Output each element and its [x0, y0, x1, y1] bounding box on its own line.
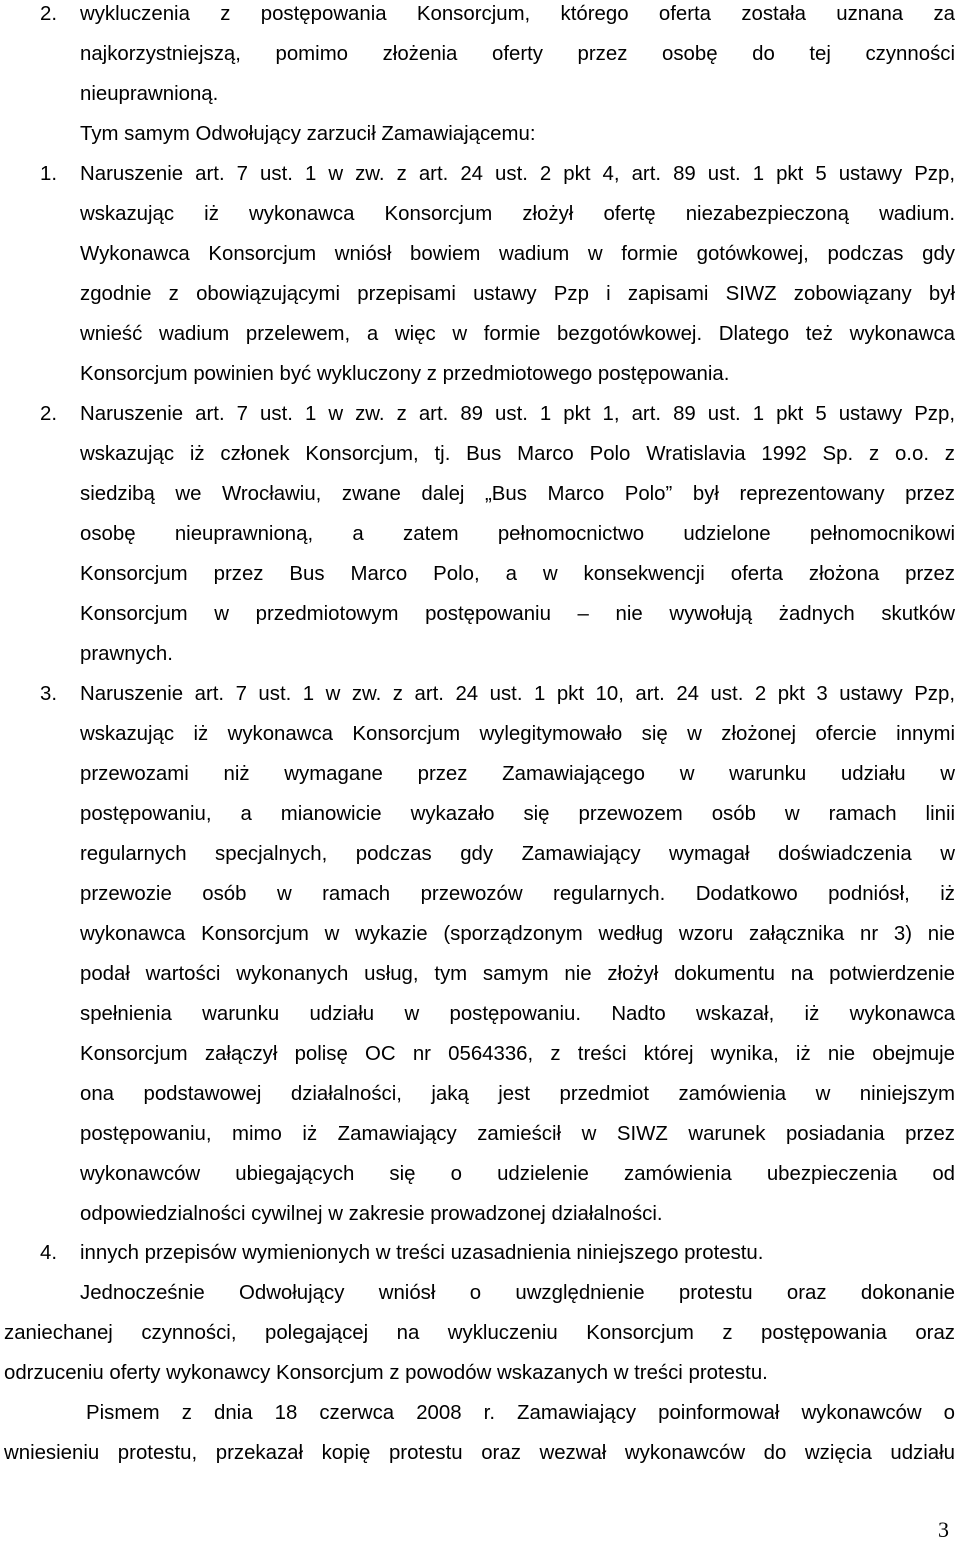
text-line: Konsorcjum przez Bus Marco Polo, a w konsekwencji oferta złożona przez [80, 563, 955, 585]
text-line: Naruszenie art. 7 ust. 1 w zw. z art. 24 ust. 1 pkt 10, art. 24 ust. 2 pkt 3 ustawy Pzp, [80, 683, 955, 705]
text-line: spełnienia warunku udziału w postępowaniu. Nadto wskazał, iż wykonawca [80, 1003, 955, 1025]
text-line: siedzibą we Wrocławiu, zwane dalej „Bus Marco Polo” był reprezentowany przez [80, 483, 955, 505]
paragraph-line: Jednocześnie Odwołujący wniósł o uwzględnienie protestu oraz dokonanie [80, 1282, 955, 1304]
text-line: osobę nieuprawnioną, a zatem pełnomocnictwo udzielone pełnomocnikowi [80, 523, 955, 545]
text-line: podał wartości wykonanych usług, tym samym nie złożył dokumentu na potwierdzenie [80, 963, 955, 985]
text-line: zgodnie z obowiązującymi przepisami ustawy Pzp i zapisami SIWZ zobowiązany był [80, 283, 955, 305]
text-line: regularnych specjalnych, podczas gdy Zamawiający wymagał doświadczenia w [80, 843, 955, 865]
text-line: nieuprawnioną. [80, 83, 219, 105]
paragraph-line: zaniechanej czynności, polegającej na wykluczeniu Konsorcjum z postępowania oraz [4, 1322, 955, 1344]
text-line: wykluczenia z postępowania Konsorcjum, którego oferta została uznana za [80, 3, 955, 25]
text-line: wnieść wadium przelewem, a więc w formie bezgotówkowej. Dlatego też wykonawca [80, 323, 955, 345]
text-line: postępowaniu, a mianowicie wykazało się przewozem osób w ramach linii [80, 803, 955, 825]
text-line: wykonawców ubiegających się o udzielenie zamówienia ubezpieczenia od [80, 1163, 955, 1185]
item-number: 3. [40, 683, 58, 705]
text-line: prawnych. [80, 643, 173, 665]
paragraph-line: odrzuceniu oferty wykonawcy Konsorcjum z powodów wskazanych w treści protestu. [4, 1362, 768, 1384]
text-line: odpowiedzialności cywilnej w zakresie prowadzonej działalności. [80, 1203, 663, 1225]
text-line: wskazując iż członek Konsorcjum, tj. Bus Marco Polo Wratislavia 1992 Sp. z o.o. z [80, 443, 955, 465]
text-line: Konsorcjum powinien być wykluczony z przedmiotowego postępowania. [80, 363, 730, 385]
text-line: wykonawca Konsorcjum w wykazie (sporządzonym według wzoru załącznika nr 3) nie [80, 923, 955, 945]
text-line: ona podstawowej działalności, jaką jest przedmiot zamówienia w niniejszym [80, 1083, 955, 1105]
text-line: przewozie osób w ramach przewozów regularnych. Dodatkowo podniósł, iż [80, 883, 955, 905]
paragraph-line: wniesieniu protestu, przekazał kopię protestu oraz wezwał wykonawców do wzięcia udziału [4, 1442, 955, 1464]
text-line: Wykonawca Konsorcjum wniósł bowiem wadium w formie gotówkowej, podczas gdy [80, 243, 955, 265]
text-line: Konsorcjum załączył polisę OC nr 0564336, z treści której wynika, iż nie obejmuje [80, 1043, 955, 1065]
text-line: innych przepisów wymienionych w treści uzasadnienia niniejszego protestu. [80, 1242, 764, 1264]
text-line: Naruszenie art. 7 ust. 1 w zw. z art. 24 ust. 2 pkt 4, art. 89 ust. 1 pkt 5 ustawy Pzp, [80, 163, 955, 185]
item-number: 2. [40, 403, 58, 425]
intro-line: Tym samym Odwołujący zarzucił Zamawiającemu: [80, 123, 536, 145]
page-number: 3 [938, 1517, 949, 1542]
text-line: wskazując iż wykonawca Konsorcjum wylegitymowało się w złożonej ofercie innymi [80, 723, 955, 745]
item-number: 1. [40, 163, 58, 185]
text-line: postępowaniu, mimo iż Zamawiający zamieścił w SIWZ warunek posiadania przez [80, 1123, 955, 1145]
text-line: wskazując iż wykonawca Konsorcjum złożył ofertę niezabezpieczoną wadium. [80, 203, 955, 225]
item-number: 4. [40, 1242, 58, 1264]
paragraph-line: Pismem z dnia 18 czerwca 2008 r. Zamawiający poinformował wykonawców o [86, 1402, 955, 1424]
text-line: Konsorcjum w przedmiotowym postępowaniu – nie wywołują żadnych skutków [80, 603, 955, 625]
item-number: 2. [40, 3, 58, 25]
text-line: najkorzystniejszą, pomimo złożenia oferty przez osobę do tej czynności [80, 43, 955, 65]
text-line: przewozami niż wymagane przez Zamawiającego w warunku udziału w [80, 763, 955, 785]
text-line: Naruszenie art. 7 ust. 1 w zw. z art. 89 ust. 1 pkt 1, art. 89 ust. 1 pkt 5 ustawy Pzp, [80, 403, 955, 425]
